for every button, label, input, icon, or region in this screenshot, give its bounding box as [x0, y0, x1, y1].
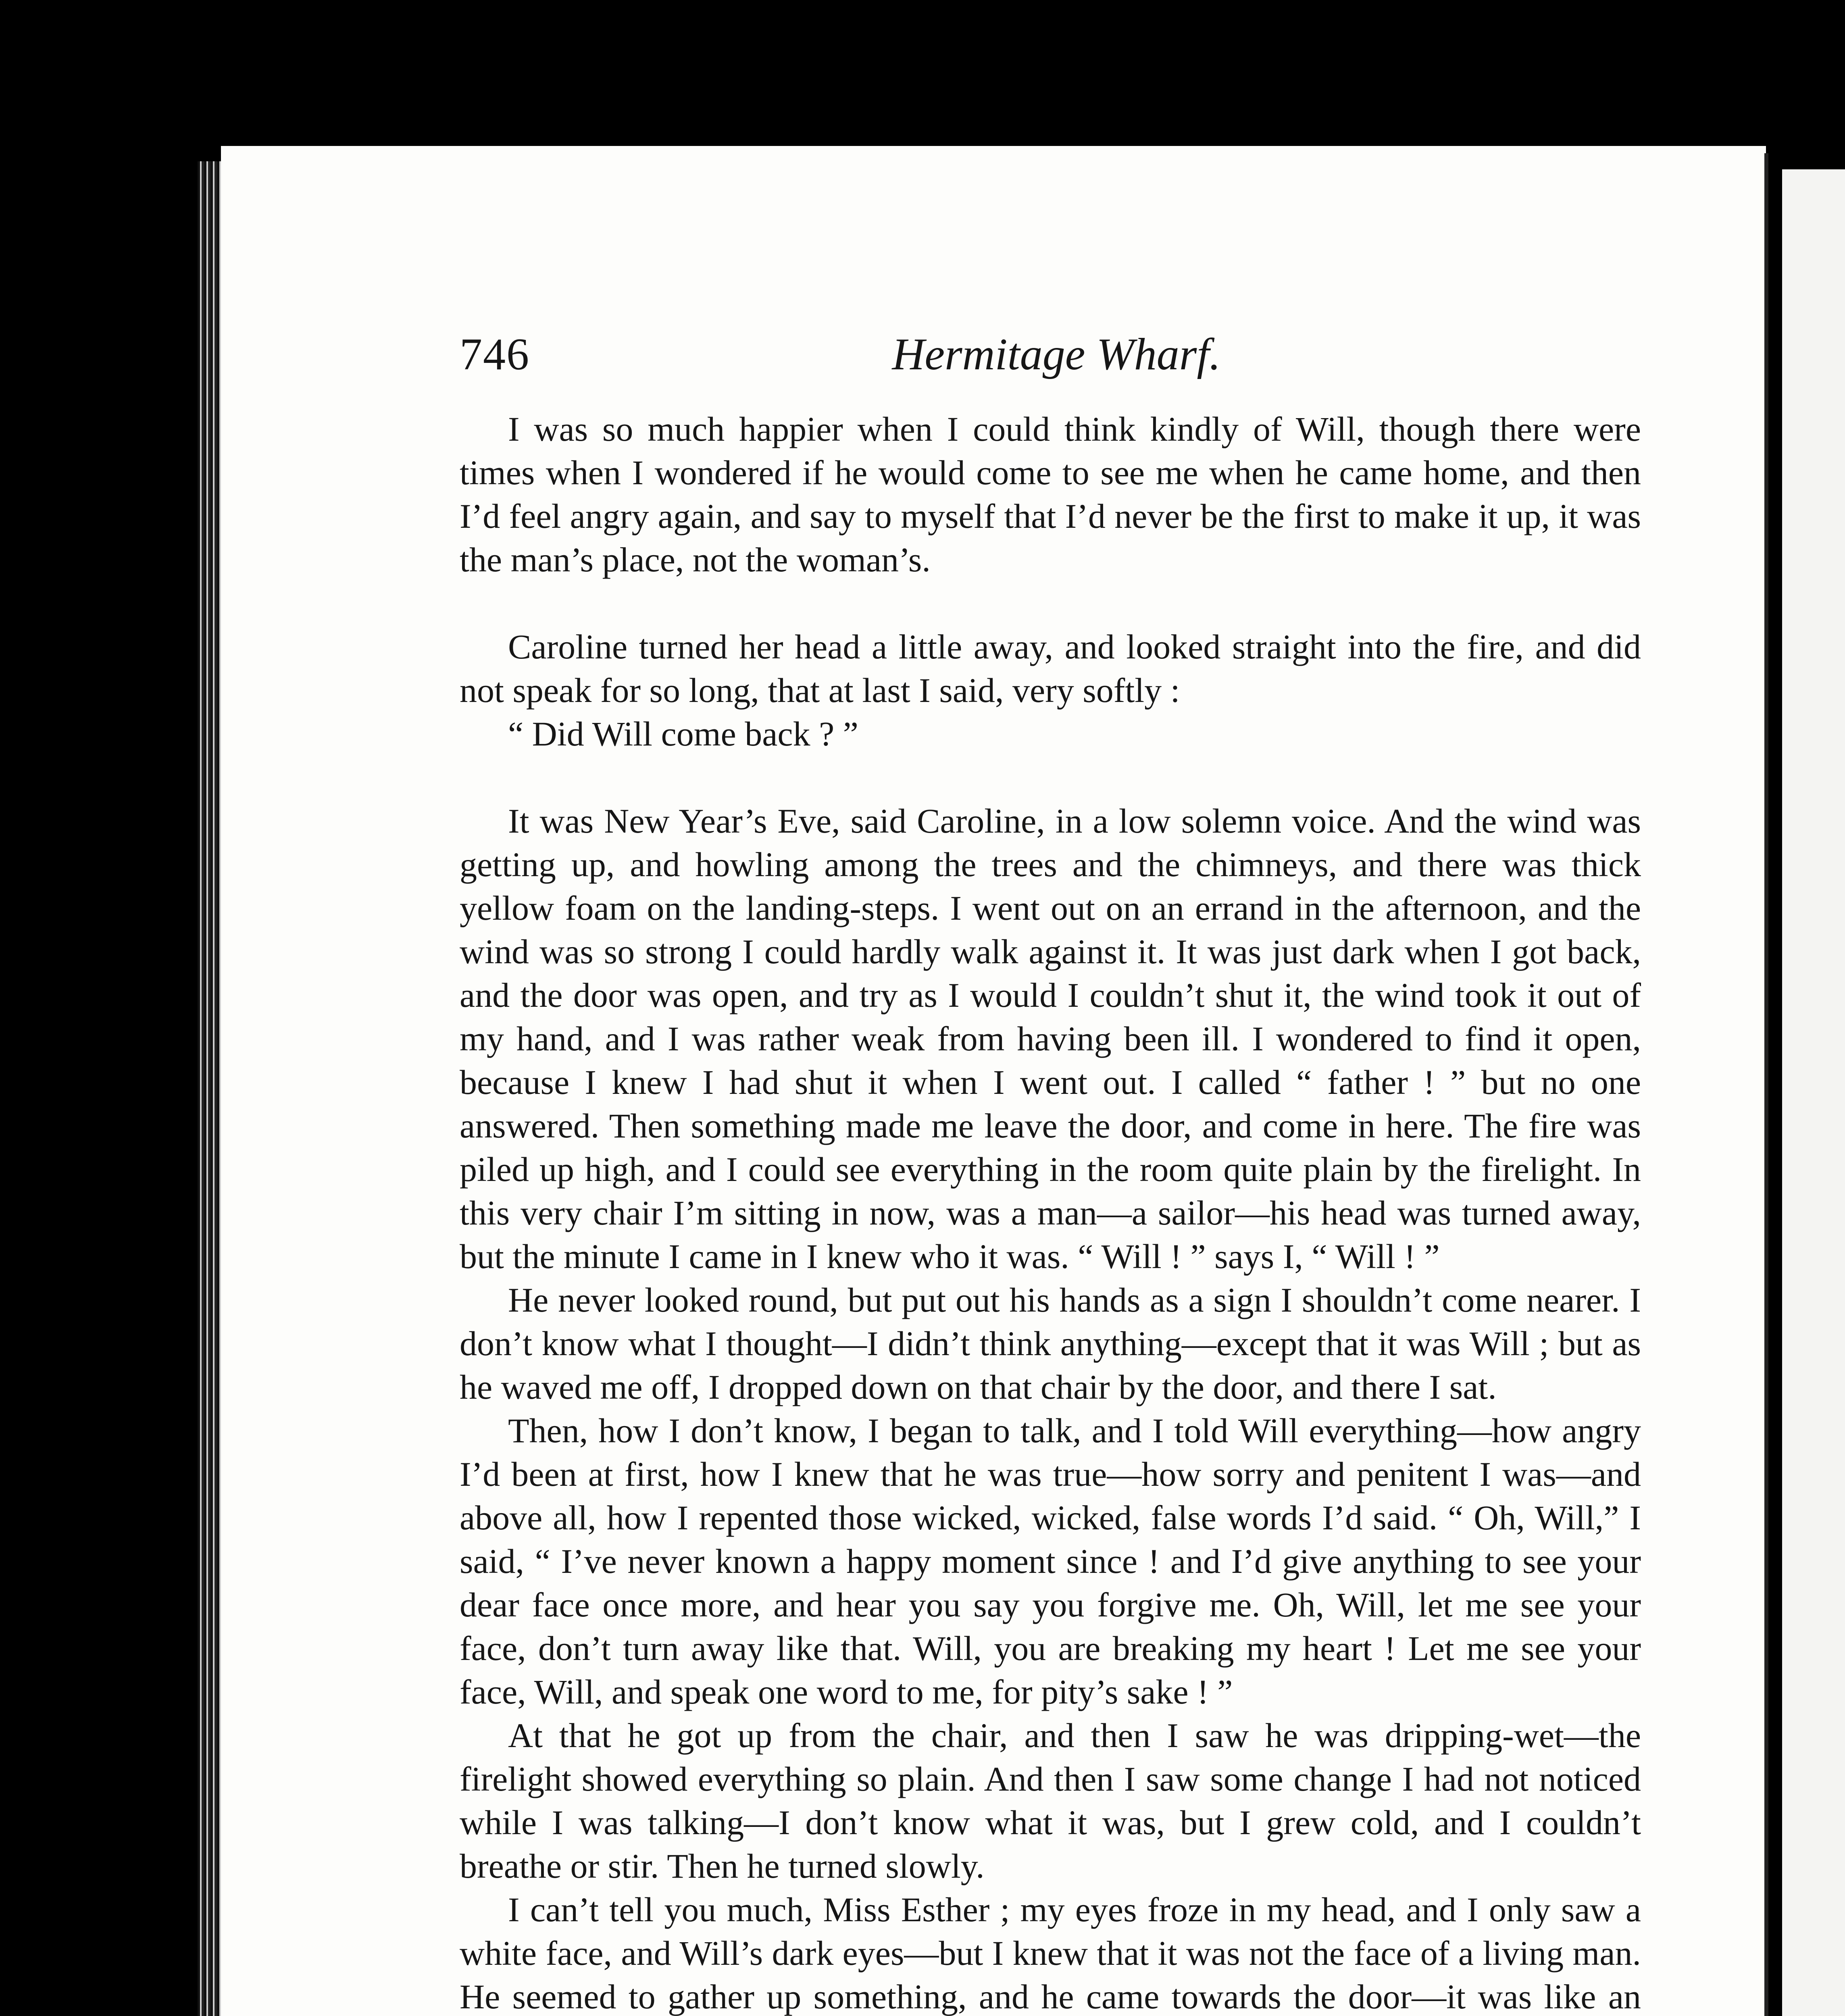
paragraph: It was New Year’s Eve, said Caroline, in a low solemn voice. And the wind was getting up, and howling among the trees and the chimneys, and there was thick yellow foam on the landing-steps. I went out on an errand in the afternoon, and the wind was so strong I could hardly walk against it. It was just dark when I got back, and the door was open, and try as I would I couldn’t shut it, the wind took it out of my hand, and I was rather weak from having been ill. I wondered to find it open, because I knew I had shut it when I went out. I called “ father ! ” but no one answered. Then something made me leave the door, and come in here. The fire was piled up high, and I could see everything in the room quite plain by the firelight. In this very chair I’m sitting in now, was a man—a sailor—his head was turned away, but the minute I came in I knew who it was. “ Will ! ” says I, “ Will ! ” — [460, 802, 1641, 1276]
page-number: 746 — [460, 329, 530, 379]
paragraph: Caroline turned her head a little away, and looked straight into the fire, and did not speak for so long, that at last I said, very softly : — [460, 627, 1641, 710]
paragraph: At that he got up from the chair, and then I saw he was dripping-wet—the firelight showed everything so plain. And then I saw some change I had not noticed while I was talking—I don’t know what it was, but I grew cold, and I couldn’t breathe or stir. Then he turned slowly. — [460, 1716, 1641, 1885]
page-right-edge-line — [1764, 153, 1768, 2016]
paragraph: I can’t tell you much, Miss Esther ; my eyes froze in my head, and I only saw a white face, and Will’s dark eyes—but I knew that it was not the face of a living man. He seemed to gather up something, and he came towards the door—it was like an — [460, 1890, 1641, 2016]
left-gutter — [0, 0, 218, 2016]
paragraph: “ Did Will come back ? ” — [508, 714, 858, 753]
body-text — [460, 407, 1641, 2016]
page-edge-stack — [198, 161, 222, 2016]
paragraph: I was so much happier when I could think kindly of Will, though there were times when I wondered if he would come to see me when he came home, and then I’d feel angry again, and say to myself that I’d never be the first to make it up, it was the man’s place, not the woman’s. — [460, 410, 1641, 579]
paragraph: He never looked round, but put out his hands as a sign I shouldn’t come nearer. I don’t know what I thought—I didn’t think anything—except that it was Will ; but as he waved me off, I dropped down on that chair by the door, and there I sat. — [460, 1281, 1641, 1406]
running-head: Hermitage Wharf. — [892, 329, 1221, 379]
page-header — [460, 329, 1653, 393]
paragraph: Then, how I don’t know, I began to talk, and I told Will everything—how angry I’d been at first, how I knew that he was true—how sorry and penitent I was—and above all, how I repented those wicked, wicked, false words I’d said. “ Oh, Will,” I said, “ I’ve never known a happy moment since ! and I’d give anything to see your dear face once more, and hear you say you forgive me. Oh, Will, let me see your face, don’t turn away like that. Will, you are breaking my heart ! Let me see your face, Will, and speak one word to me, for pity’s sake ! ” — [460, 1411, 1641, 1711]
facing-page-edge — [1782, 169, 1845, 2016]
